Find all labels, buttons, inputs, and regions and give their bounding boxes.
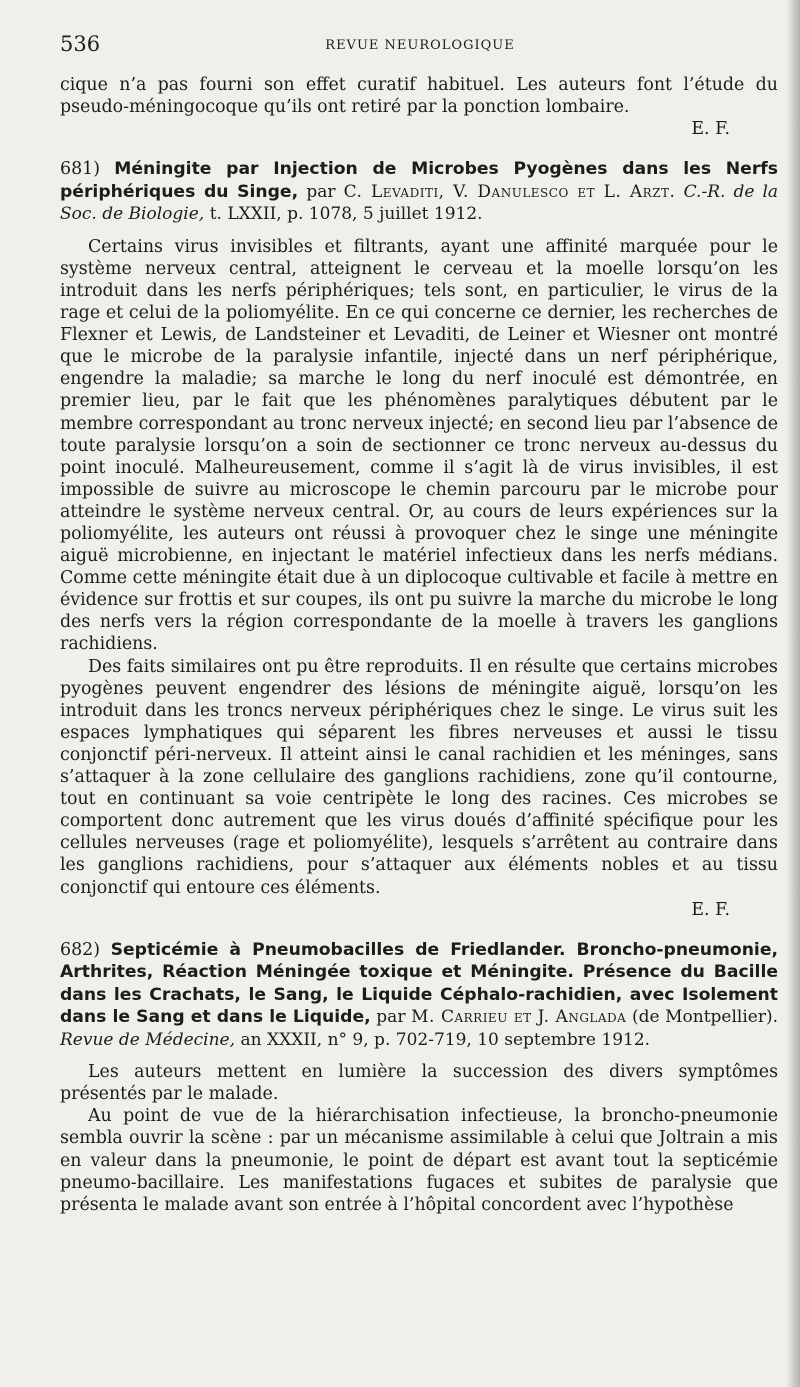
entry-heading: [60, 158, 778, 226]
body-paragraph: Certains virus invisibles et filtrants, ayant une affinité marquée pour le système nerveux central, atteignent le cerveau et la moelle lorsqu’on les introduit dans les nerfs périphériques; tels sont, en particulier, le virus de la rage et celui de la poliomyélite. En ce qui concerne ce dernier, les recherches de Flexner et Lewis, de Landsteiner et Levaditi, de Leiner et Wiesner ont montré que le microbe de la paralysie infantile, injecté dans un nerf périphérique, engendre la maladie; sa marche le long du nerf inoculé est démontrée, en premier lieu, par le fait que les phénomènes paralytiques débutent par le membre correspondant au tronc nerveux injecté; en second lieu par l’absence de toute paralysie lorsqu’on a soin de sectionner ce tronc nerveux au-dessus du point inoculé. Malheureusement, comme il s’agit là de virus invisibles, il est impossible de suivre au microscope le chemin parcouru par le microbe pour atteindre le système nerveux central. Or, au cours de leurs expériences sur la poliomyélite, les auteurs ont réussi à provoquer chez le singe une méningite aiguë microbienne, en injectant le matériel infectieux dans les nerfs médians. Comme cette méningite était due à un diplocoque cultivable et facile à mettre en évidence sur frottis et sur coupes, ils ont pu suivre la marche du microbe le long des nerfs vers la région correspondante de la moelle à travers les ganglions rachidiens.: [60, 236, 778, 655]
entry-journal: C.-R. de la Soc. de Biologie,: [60, 181, 779, 225]
intro-signature: E. F.: [691, 119, 730, 140]
entry-signature: E. F.: [691, 899, 730, 920]
page-number: 536: [60, 32, 101, 56]
entry-heading: [60, 939, 778, 1052]
body-paragraph: Les auteurs mettent en lumière la succession des divers symptômes présentés par le malade.: [60, 1062, 778, 1105]
page-content: [60, 74, 778, 1216]
entry-number: 682): [60, 939, 100, 960]
body-paragraph: [60, 656, 778, 921]
entry-authors-prefix: par: [306, 181, 336, 202]
entry-number: 681): [60, 159, 100, 180]
body-paragraph-text: Des faits similaires ont pu être reproduits. Il en résulte que certains microbes pyogènes peuvent engendrer des lésions de méningite aiguë, lorsqu’on les introduit dans les troncs nerveux périphériques chez le singe. Le virus suit les espaces lymphatiques qui séparent les fibres nerveuses et aussi le tissu conjonctif péri-nerveux. Il atteint ainsi le canal rachidien et les méninges, sans s’attaquer à la zone cellulaire des ganglions rachidiens, zone qu’il contourne, tout en continuant sa voie centripète le long des racines. Ces microbes se comportent donc autrement que les virus doués d’affinité spécifique pour les cellules nerveuses (rage et poliomyélite), lesquels s’arrêtent au contraire dans les ganglions rachidiens, pour s’attaquer aux éléments nobles et au tissu conjonctif qui entoure ces éléments.: [60, 656, 778, 898]
entry-title: Méningite par Injection de Microbes Pyogènes dans les Nerfs périphériques du Singe,: [60, 159, 779, 202]
abstract-entry-682: [60, 939, 778, 1216]
page-header: [60, 32, 780, 58]
entry-body: [60, 236, 778, 921]
abstract-entry-681: [60, 158, 778, 920]
entry-authors: M. Carrieu et J. Anglada: [411, 1007, 627, 1028]
entry-journal: Revue de Médecine,: [60, 1029, 236, 1050]
intro-paragraph: [60, 74, 778, 140]
entry-affiliation: (de Montpellier).: [632, 1007, 779, 1028]
scan-page-edge: [786, 0, 800, 1387]
running-title: REVUE NEUROLOGIQUE: [325, 38, 515, 53]
entry-title: Septicémie à Pneumobacilles de Friedlander. Broncho-pneumonie, Arthrites, Réaction Méningée toxique et Méningite. Présence du Bacille dans les Crachats, le Sang, le Liquide Céphalo-rachidien, avec Isolement dans le Sang et dans le Liquide,: [60, 939, 779, 1028]
entry-signature-row: [60, 899, 778, 921]
entry-reference: t. LXXII, p. 1078, 5 juillet 1912.: [209, 204, 483, 225]
intro-text: cique n’a pas fourni son effet curatif habituel. Les auteurs font l’étude du pseudo-méningocoque qu’ils ont retiré par la ponction lombaire.: [60, 75, 778, 118]
entry-reference: an XXXII, n° 9, p. 702-719, 10 septembre 1912.: [240, 1029, 651, 1050]
intro-signature-row: [60, 118, 778, 140]
body-paragraph: Au point de vue de la hiérarchisation infectieuse, la broncho-pneumonie sembla ouvrir la scène : par un mécanisme assimilable à celui que Joltrain a mis en valeur dans la pneumonie, le point de départ est avant tout la septicémie pneumo-bacillaire. Les manifestations fugaces et subites de paralysie que présenta le malade avant son entrée à l’hôpital concordent avec l’hypothèse: [60, 1106, 778, 1215]
entry-body: [60, 1061, 778, 1216]
entry-authors-prefix: par: [376, 1007, 406, 1028]
entry-authors: C. Levaditi, V. Danulesco et L. Arzt.: [343, 181, 676, 202]
